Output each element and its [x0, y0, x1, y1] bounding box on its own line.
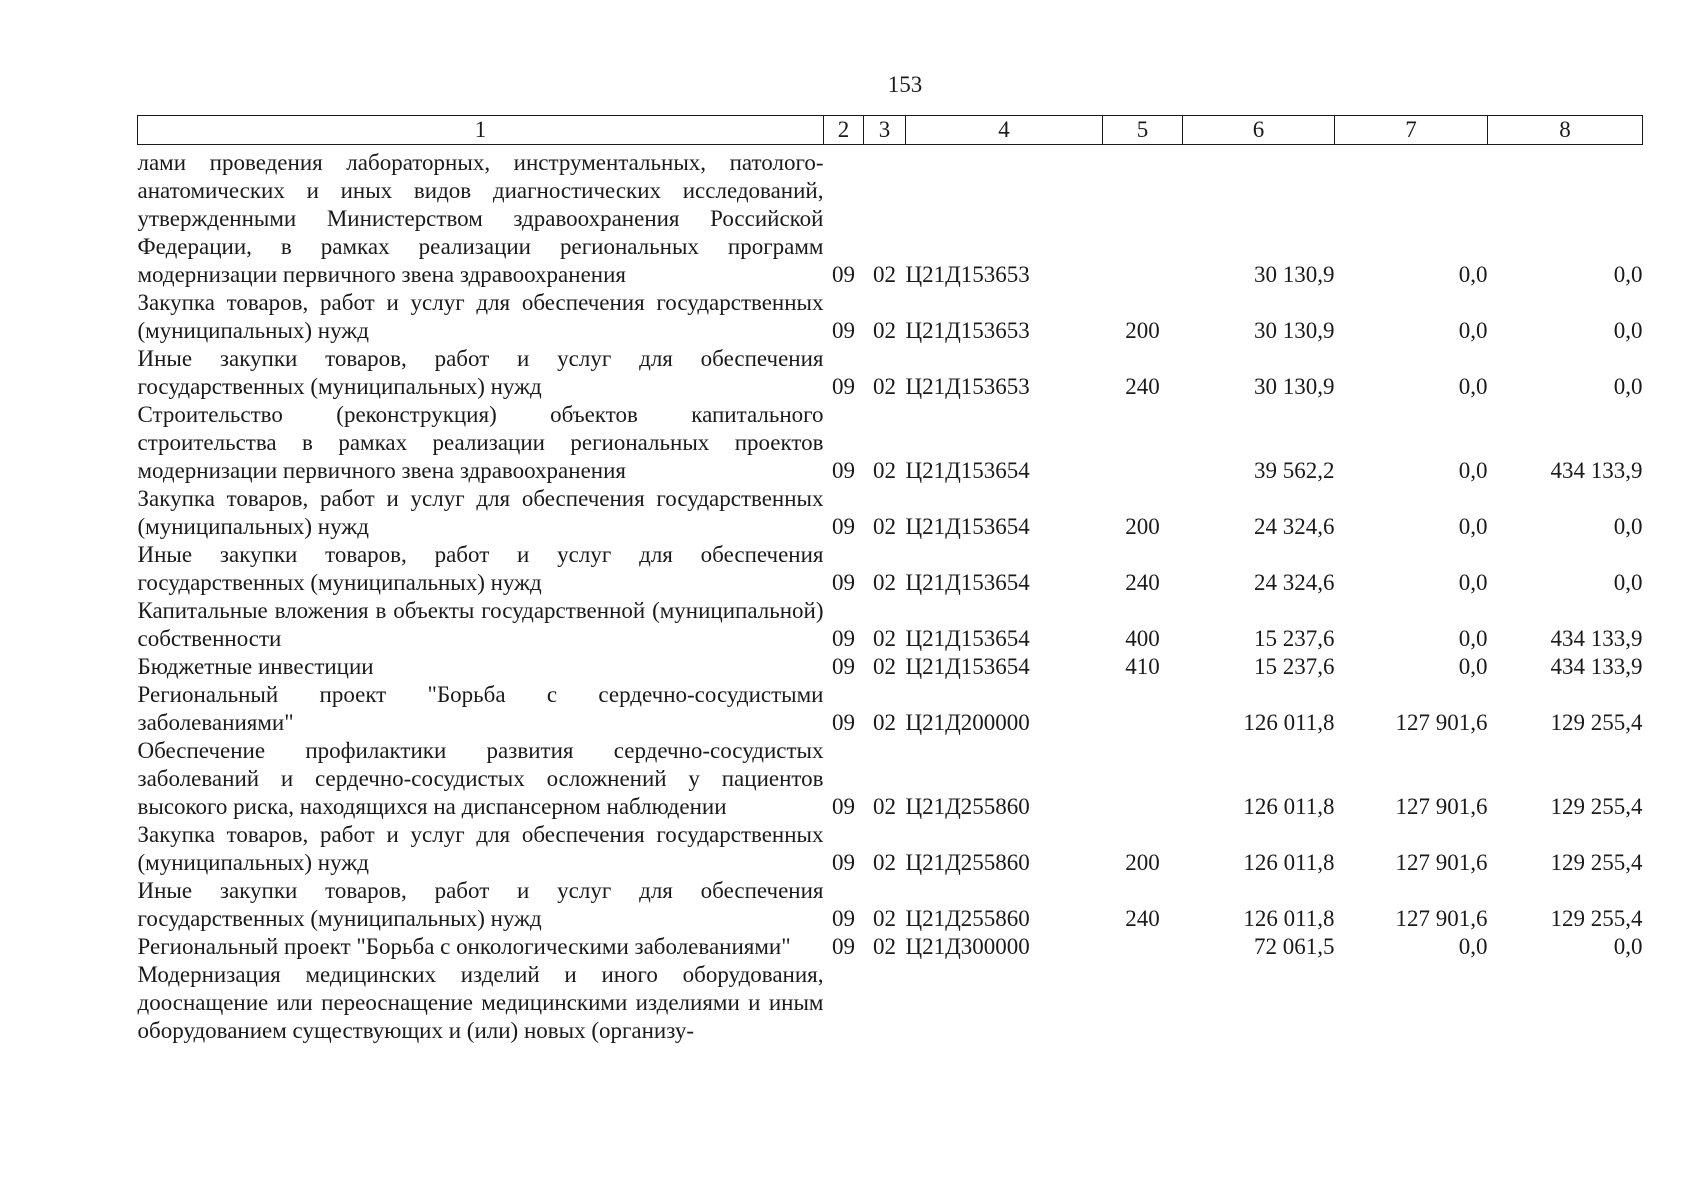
amount-col-7: 127 901,6: [1395, 850, 1488, 875]
table-row: [138, 933, 1643, 961]
row-description: Иные закупки товаров, работ и услуг для обеспечения государственных (муниципальных) нужд: [137, 346, 824, 399]
expense-type-code: 410: [1125, 654, 1160, 679]
column-header-1: 1: [138, 116, 824, 145]
target-article-code: Ц21Д200000: [905, 710, 1030, 735]
row-description: Иные закупки товаров, работ и услуг для обеспечения государственных (муниципальных) нужд: [137, 878, 824, 931]
expense-type-code: 240: [1125, 906, 1160, 931]
target-article-code: Ц21Д300000: [905, 934, 1030, 959]
subsection-code: 02: [873, 374, 896, 399]
section-code: 09: [832, 262, 855, 287]
amount-col-8: 0,0: [1613, 514, 1643, 539]
section-code: 09: [832, 318, 855, 343]
row-description: лами проведения лабораторных, инструментальных, патолого-анатомических и иных видов диагностических исследований, утвержденными Министерством здравоохранения Российской Федерации, в рамках реализации региональных программ модернизации первичного звена здравоохранения: [137, 150, 824, 287]
subsection-code: 02: [873, 626, 896, 651]
amount-col-8: 434 133,9: [1550, 626, 1643, 651]
table-row: [138, 681, 1643, 737]
amount-col-6: 126 011,8: [1243, 906, 1335, 931]
section-code: 09: [832, 626, 855, 651]
amount-col-6: 126 011,8: [1243, 794, 1335, 819]
amount-col-8: 129 255,4: [1550, 710, 1643, 735]
subsection-code: 02: [873, 458, 896, 483]
table-row: [138, 541, 1643, 597]
amount-col-7: 0,0: [1458, 374, 1488, 399]
expense-type-code: [1103, 933, 1183, 961]
amount-col-6: 39 562,2: [1254, 458, 1335, 483]
table-row: [138, 401, 1643, 485]
table-row: [138, 961, 1643, 1045]
amount-col-8: 0,0: [1613, 934, 1643, 959]
column-header-3: 3: [864, 116, 906, 145]
expense-type-code: 240: [1125, 374, 1160, 399]
section-code: 09: [832, 374, 855, 399]
table-row: [138, 289, 1643, 345]
subsection-code: 02: [873, 570, 896, 595]
column-header-7: 7: [1335, 116, 1488, 145]
expense-type-code: 400: [1125, 626, 1160, 651]
subsection-code: 02: [873, 654, 896, 679]
target-article-code: Ц21Д153654: [905, 570, 1030, 595]
row-description: Капитальные вложения в объекты государственной (муниципальной) собственности: [137, 598, 824, 651]
subsection-code: 02: [873, 934, 896, 959]
subsection-code: 02: [873, 794, 896, 819]
table-body: [138, 145, 1643, 1046]
section-code: 09: [832, 794, 855, 819]
target-article-code: Ц21Д153653: [905, 374, 1030, 399]
subsection-code: 02: [873, 262, 896, 287]
row-description: Региональный проект "Борьба с онкологическими заболеваниями": [137, 934, 791, 959]
row-description: Закупка товаров, работ и услуг для обеспечения государственных (муниципальных) нужд: [137, 290, 824, 343]
amount-col-6: 24 324,6: [1254, 514, 1335, 539]
column-header-6: 6: [1183, 116, 1335, 145]
row-description: Региональный проект "Борьба с сердечно-сосудистыми заболеваниями": [137, 682, 824, 735]
amount-col-7: 0,0: [1458, 654, 1488, 679]
row-description: Иные закупки товаров, работ и услуг для обеспечения государственных (муниципальных) нужд: [137, 542, 824, 595]
subsection-code: 02: [873, 514, 896, 539]
section-code: 09: [832, 570, 855, 595]
amount-col-6: 15 237,6: [1254, 654, 1335, 679]
amount-col-8: 0,0: [1613, 262, 1643, 287]
amount-col-6: 126 011,8: [1243, 710, 1335, 735]
expense-type-code: 240: [1125, 570, 1160, 595]
section-code: [824, 961, 864, 1045]
expense-type-code: [1103, 737, 1183, 821]
expense-type-code: [1103, 145, 1183, 290]
amount-col-8: 129 255,4: [1550, 906, 1643, 931]
amount-col-8: 434 133,9: [1550, 458, 1643, 483]
row-description: Модернизация медицинских изделий и иного оборудования, дооснащение или переоснащение медицинскими изделиями и иным оборудованием существующих и (или) новых (организу-: [137, 962, 824, 1043]
budget-table: [137, 115, 1643, 1045]
table-row: [138, 345, 1643, 401]
target-article-code: Ц21Д153654: [905, 514, 1030, 539]
target-article-code: Ц21Д153654: [905, 458, 1030, 483]
table-row: [138, 653, 1643, 681]
amount-col-7: 0,0: [1458, 514, 1488, 539]
amount-col-6: 15 237,6: [1254, 626, 1335, 651]
target-article-code: Ц21Д255860: [905, 794, 1030, 819]
row-description: Закупка товаров, работ и услуг для обеспечения государственных (муниципальных) нужд: [137, 486, 824, 539]
target-article-code: Ц21Д255860: [905, 906, 1030, 931]
section-code: 09: [832, 934, 855, 959]
amount-col-8: 0,0: [1613, 570, 1643, 595]
amount-col-7: 0,0: [1458, 262, 1488, 287]
target-article-code: Ц21Д255860: [905, 850, 1030, 875]
row-description: Бюджетные инвестиции: [137, 654, 374, 679]
section-code: 09: [832, 710, 855, 735]
amount-col-7: 127 901,6: [1395, 906, 1488, 931]
expense-type-code: [1103, 681, 1183, 737]
table-row: [138, 877, 1643, 933]
column-header-5: 5: [1103, 116, 1183, 145]
amount-col-7: 0,0: [1458, 626, 1488, 651]
column-header-2: 2: [824, 116, 864, 145]
row-description: Обеспечение профилактики развития сердечно-сосудистых заболеваний и сердечно-сосудистых осложнений у пациентов высокого риска, находящихся на диспансерном наблюдении: [137, 738, 824, 819]
amount-col-8: 0,0: [1613, 318, 1643, 343]
amount-col-8: 434 133,9: [1550, 654, 1643, 679]
table-row: [138, 485, 1643, 541]
subsection-code: [864, 961, 906, 1045]
target-article-code: Ц21Д153653: [905, 262, 1030, 287]
amount-col-8: 129 255,4: [1550, 794, 1643, 819]
expense-type-code: [1103, 961, 1183, 1045]
table-row: [138, 597, 1643, 653]
section-code: 09: [832, 514, 855, 539]
row-description: Строительство (реконструкция) объектов капитального строительства в рамках реализации региональных проектов модернизации первичного звена здравоохранения: [137, 402, 824, 483]
table-row: [138, 737, 1643, 821]
amount-col-7: 0,0: [1458, 458, 1488, 483]
table-row: [138, 145, 1643, 290]
amount-col-6: 30 130,9: [1254, 318, 1335, 343]
section-code: 09: [832, 458, 855, 483]
amount-col-6: 24 324,6: [1254, 570, 1335, 595]
subsection-code: 02: [873, 850, 896, 875]
expense-type-code: 200: [1125, 850, 1160, 875]
target-article-code: Ц21Д153654: [905, 626, 1030, 651]
expense-type-code: [1103, 401, 1183, 485]
subsection-code: 02: [873, 318, 896, 343]
section-code: 09: [832, 654, 855, 679]
amount-col-8: 0,0: [1613, 374, 1643, 399]
subsection-code: 02: [873, 906, 896, 931]
target-article-code: Ц21Д153654: [905, 654, 1030, 679]
section-code: 09: [832, 906, 855, 931]
column-header-4: 4: [906, 116, 1103, 145]
section-code: 09: [832, 850, 855, 875]
expense-type-code: 200: [1125, 514, 1160, 539]
amount-col-7: 127 901,6: [1395, 710, 1488, 735]
amount-col-7: 0,0: [1458, 318, 1488, 343]
table-header-row: [138, 116, 1643, 145]
amount-col-7: 127 901,6: [1395, 794, 1488, 819]
target-article-code: [906, 961, 1103, 1045]
expense-type-code: 200: [1125, 318, 1160, 343]
amount-col-6: 30 130,9: [1254, 262, 1335, 287]
amount-col-8: [1488, 961, 1643, 1045]
amount-col-6: 30 130,9: [1254, 374, 1335, 399]
amount-col-7: 0,0: [1458, 934, 1488, 959]
row-description: Закупка товаров, работ и услуг для обеспечения государственных (муниципальных) нужд: [137, 822, 824, 875]
amount-col-8: 129 255,4: [1550, 850, 1643, 875]
amount-col-6: 126 011,8: [1243, 850, 1335, 875]
subsection-code: 02: [873, 710, 896, 735]
amount-col-7: [1335, 961, 1488, 1045]
amount-col-6: 72 061,5: [1254, 934, 1335, 959]
amount-col-7: 0,0: [1458, 570, 1488, 595]
column-header-8: 8: [1488, 116, 1643, 145]
page-number: 153: [887, 72, 923, 97]
target-article-code: Ц21Д153653: [905, 318, 1030, 343]
table-row: [138, 821, 1643, 877]
amount-col-6: [1183, 961, 1335, 1045]
